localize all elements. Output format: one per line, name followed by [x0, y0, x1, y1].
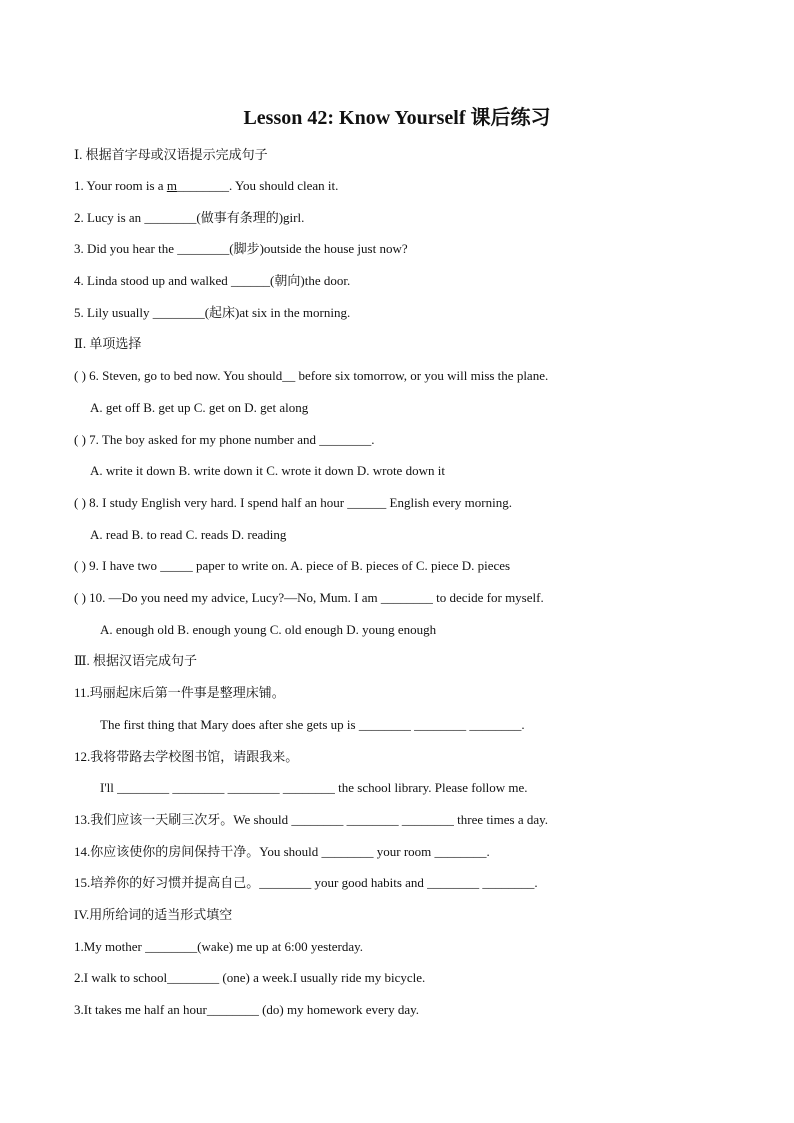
section-3-item-13: 13.我们应该一天刷三次牙。We should ________ ________ ________ three times a day. [74, 812, 549, 827]
section-3-item-14: 14.你应该使你的房间保持干净。You should ________ your room ________. [74, 844, 490, 859]
question-7-options: A. write it down B. write down it C. wrote it down D. wrote down it [90, 463, 445, 478]
section-3-heading: Ⅲ. 根据汉语完成句子 [74, 653, 198, 668]
section-1-item-2: 2. Lucy is an ________(做事有条理的)girl. [74, 210, 305, 225]
section-1-item-4: 4. Linda stood up and walked ______(朝向)the door. [74, 273, 351, 288]
question-10-options: A. enough old B. enough young C. old enough D. young enough [100, 622, 437, 637]
section-1-item-3: 3. Did you hear the ________(脚步)outside the house just now? [74, 241, 408, 256]
hint-letter: m [166, 178, 177, 193]
question-6-options: A. get off B. get up C. get on D. get along [90, 400, 309, 415]
question-8-options: A. read B. to read C. reads D. reading [90, 527, 287, 542]
section-3-item-12-cn: 12.我将带路去学校图书馆，请跟我来。 [74, 749, 299, 764]
section-3-item-15: 15.培养你的好习惯并提高自己。________ your good habits and ________ ________. [74, 875, 538, 890]
question-9-stem: ( ) 9. I have two _____ paper to write on. A. piece of B. pieces of C. piece D. pieces [74, 558, 511, 573]
section-4-item-2: 2.I walk to school________ (one) a week.I usually ride my bicycle. [74, 970, 426, 985]
section-2-heading: Ⅱ. 单项选择 [74, 336, 142, 351]
section-1-heading: Ⅰ. 根据首字母或汉语提示完成句子 [74, 147, 268, 162]
section-3-item-12-en: I'll ________ ________ ________ ________ the school library. Please follow me. [100, 780, 528, 795]
page-title: Lesson 42: Know Yourself 课后练习 [243, 107, 551, 129]
section-1-item-5: 5. Lily usually ________(起床)at six in the morning. [74, 305, 351, 320]
section-4-item-3: 3.It takes me half an hour________ (do) my homework every day. [74, 1002, 420, 1017]
section-3-item-11-cn: 11.玛丽起床后第一件事是整理床铺。 [74, 685, 285, 700]
section-4-heading: IV.用所给词的适当形式填空 [74, 907, 233, 922]
question-8-stem: ( ) 8. I study English very hard. I spend half an hour ______ English every morning. [74, 495, 512, 510]
section-1-item-1: 1. Your room is a m________. You should clean it. [74, 178, 339, 193]
question-7-stem: ( ) 7. The boy asked for my phone number and ________. [74, 432, 375, 447]
question-6-stem: ( ) 6. Steven, go to bed now. You should__ before six tomorrow, or you will miss the plane. [74, 368, 549, 383]
section-4-item-1: 1.My mother ________(wake) me up at 6:00 yesterday. [74, 939, 364, 954]
question-10-stem: ( ) 10. —Do you need my advice, Lucy?—No, Mum. I am ________ to decide for myself. [74, 590, 544, 605]
section-3-item-11-en: The first thing that Mary does after she gets up is ________ ________ ________. [100, 717, 525, 732]
